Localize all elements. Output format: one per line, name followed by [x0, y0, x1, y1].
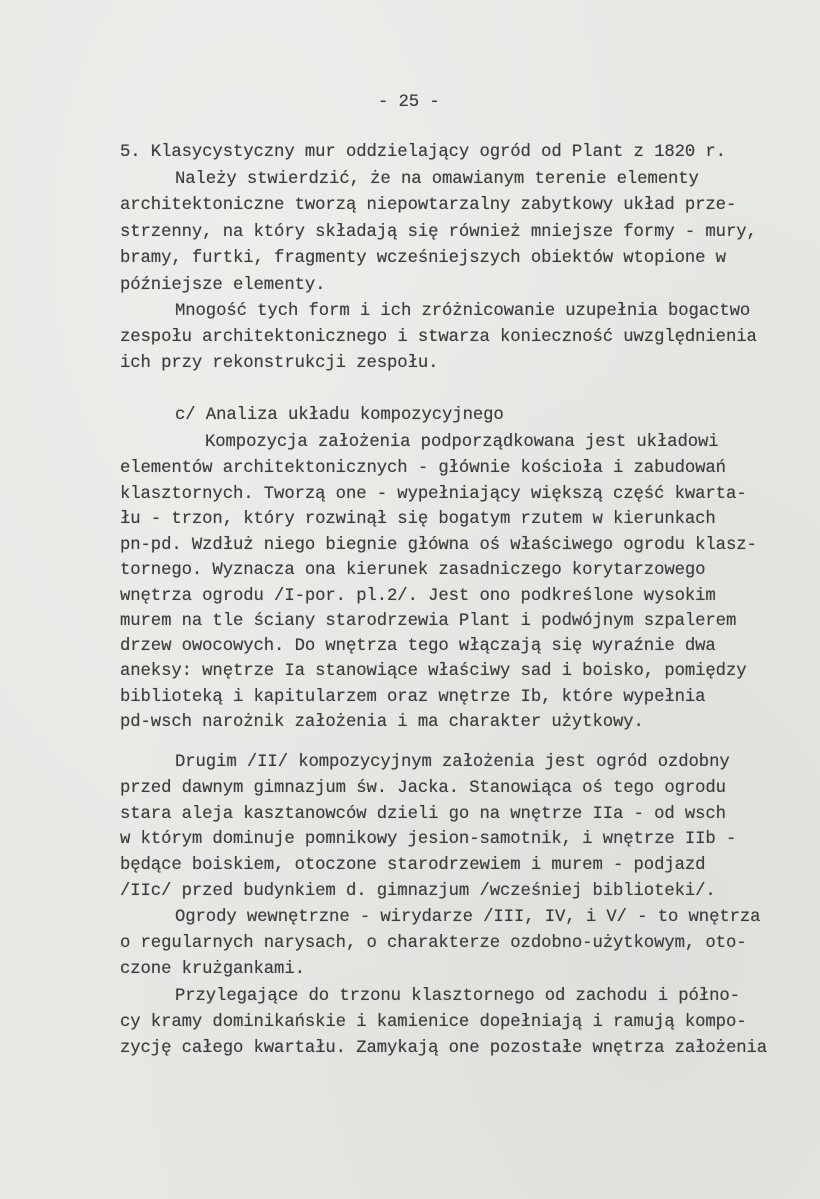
text-line: zycję całego kwartału. Zamykają one pozostałe wnętrza założenia — [120, 1039, 768, 1058]
text-line: będące boiskiem, otoczone starodrzewiem i murem - podjazd — [120, 856, 706, 875]
section-5-heading: 5. Klasycystyczny mur oddzielający ogród od Plant z 1820 r. — [120, 143, 726, 162]
text-line: architektoniczne tworzą niepowtarzalny zabytkowy układ prze- — [120, 196, 737, 215]
text-line: wnętrza ogrodu /I-por. pl.2/. Jest ono podkreślone wysokim — [120, 587, 716, 606]
text-line: elementów architektonicznych - głównie kościoła i zabudowań — [120, 459, 726, 478]
text-line: biblioteką i kapitularzem oraz wnętrze Ib, które wypełnia — [120, 688, 706, 707]
text-line: tornego. Wyznacza ona kierunek zasadniczego korytarzowego — [120, 561, 706, 580]
text-line: bramy, furtki, fragmenty wcześniejszych obiektów wtopione w — [120, 249, 726, 268]
text-line: Drugim /II/ kompozycyjnym założenia jest ogród ozdobny — [175, 753, 730, 772]
text-line: Przylegające do trzonu klasztornego od zachodu i półno- — [175, 987, 740, 1006]
text-line: aneksy: wnętrze Ia stanowiące właściwy sad i boisko, pomiędzy — [120, 662, 747, 681]
text-line: Kompozycja założenia podporządkowana jest układowi — [205, 433, 719, 452]
text-line: /IIc/ przed budynkiem d. gimnazjum /wcześniej biblioteki/. — [120, 882, 716, 901]
text-line: czone krużgankami. — [120, 960, 305, 979]
text-line: pn-pd. Wzdłuż niego biegnie główna oś właściwego ogrodu klasz- — [120, 536, 757, 555]
text-line: cy kramy dominikańskie i kamienice dopełniają i ramują kompo- — [120, 1013, 747, 1032]
text-line: klasztornych. Tworzą one - wypełniający większą część kwarta- — [120, 485, 747, 504]
text-line: o regularnych narysach, o charakterze ozdobno-użytkowym, oto- — [120, 934, 747, 953]
text-line: murem na tle ściany starodrzewia Plant i podwójnym szpalerem — [120, 612, 737, 631]
section-c-heading: c/ Analiza układu kompozycyjnego — [175, 406, 504, 425]
text-line: przed dawnym gimnazjum św. Jacka. Stanowiąca oś tego ogrodu — [120, 779, 726, 798]
text-line: Należy stwierdzić, że na omawianym terenie elementy — [175, 170, 699, 189]
text-line: Ogrody wewnętrzne - wirydarze /III, IV, i V/ - to wnętrza — [175, 908, 761, 927]
text-line: późniejsze elementy. — [120, 276, 326, 295]
text-line: Mnogość tych form i ich zróżnicowanie uzupełnia bogactwo — [175, 302, 751, 321]
text-line: w którym dominuje pomnikowy jesion-samotnik, i wnętrze IIb - — [120, 830, 737, 849]
text-line: drzew owocowych. Do wnętrza tego włączają się wyraźnie dwa — [120, 637, 716, 656]
text-line: ich przy rekonstrukcji zespołu. — [120, 354, 439, 373]
text-line: zespołu architektonicznego i stwarza konieczność uwzględnienia — [120, 328, 757, 347]
text-line: pd-wsch narożnik założenia i ma charakter użytkowy. — [120, 713, 644, 732]
text-line: stara aleja kasztanowców dzieli go na wnętrze IIa - od wsch — [120, 805, 726, 824]
page-number: - 25 - — [378, 93, 440, 112]
text-line: strzenny, na który składają się również mniejsze formy - mury, — [120, 223, 757, 242]
text-line: łu - trzon, który rozwinął się bogatym rzutem w kierunkach — [120, 510, 716, 529]
